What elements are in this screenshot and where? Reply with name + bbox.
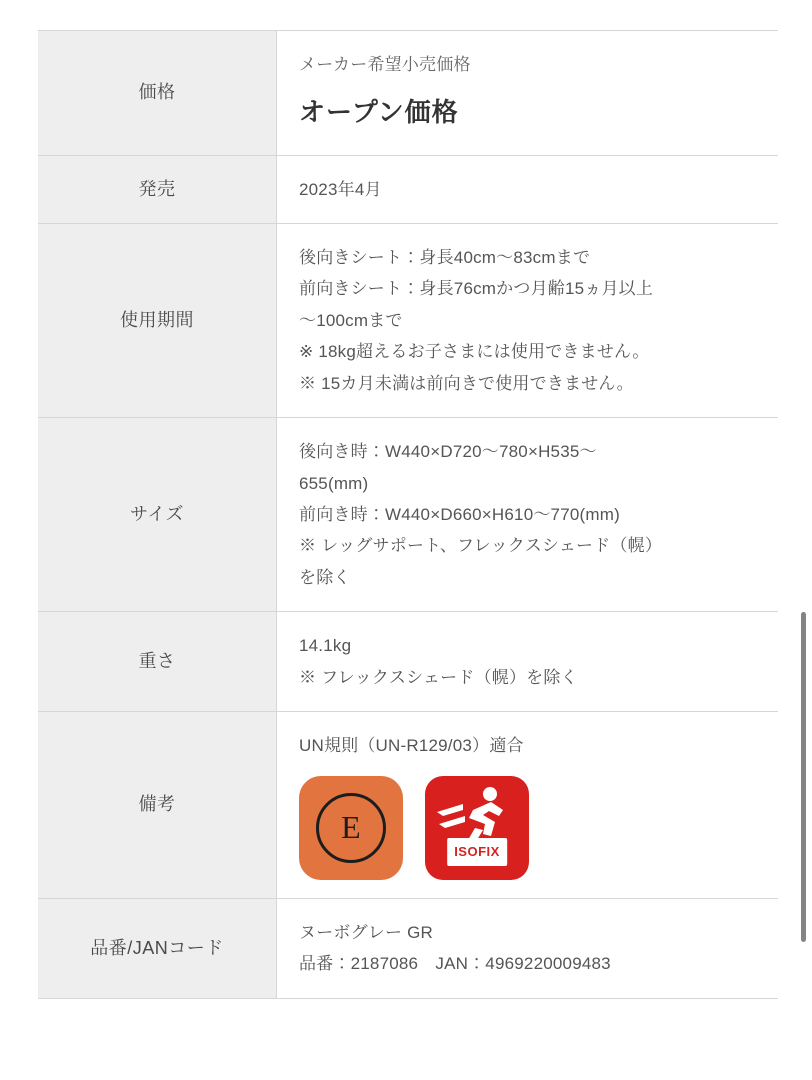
text-line: 後向き時：W440×D720〜780×H535〜 <box>299 442 597 462</box>
isofix-label: ISOFIX <box>447 838 507 866</box>
price-value: オープン価格 <box>299 97 459 128</box>
row-value-usage-period <box>277 223 779 417</box>
row-label-product-code: 品番/JANコード <box>38 898 277 998</box>
row-value-product-code <box>277 898 779 998</box>
text-line: 〜100cmまで <box>299 310 403 330</box>
page-scrollbar[interactable] <box>801 612 806 942</box>
text-line: ※ 18kg超えるお子さまには使用できません。 <box>299 342 650 362</box>
row-value-price <box>277 31 779 156</box>
text-line: 前向き時：W440×D660×H610〜770(mm) <box>299 505 620 525</box>
text-line: 14.1kg <box>299 636 352 656</box>
certification-badges <box>299 776 754 880</box>
row-value-release <box>277 155 779 223</box>
row-label-usage-period: 使用期間 <box>38 223 277 417</box>
specification-table <box>38 30 778 999</box>
row-label-remarks: 備考 <box>38 712 277 898</box>
text-line: ※ レッグサポート、フレックスシェード（幌） <box>299 536 663 556</box>
e-mark-letter: E <box>316 793 386 863</box>
table-row <box>38 155 778 223</box>
text-line: UN規則（UN-R129/03）適合 <box>299 736 524 756</box>
row-label-release: 発売 <box>38 155 277 223</box>
text-line: 前向きシート：身長76cmかつ月齢15ヵ月以上 <box>299 279 654 299</box>
row-value-remarks <box>277 712 779 898</box>
table-row <box>38 31 778 156</box>
table-row <box>38 712 778 898</box>
table-row <box>38 223 778 417</box>
isofix-icon <box>425 776 529 880</box>
row-label-weight: 重さ <box>38 612 277 712</box>
row-value-size <box>277 418 779 612</box>
text-line: 655(mm) <box>299 473 369 493</box>
text-line: ※ フレックスシェード（幌）を除く <box>299 667 578 687</box>
text-line: 後向きシート：身長40cm〜83cmまで <box>299 247 591 267</box>
text-line: を除く <box>299 567 351 587</box>
table-row <box>38 612 778 712</box>
row-label-price: 価格 <box>38 31 277 156</box>
text-line: 2023年4月 <box>299 179 382 199</box>
row-value-weight <box>277 612 779 712</box>
text-line: ※ 15カ月未満は前向きで使用できません。 <box>299 373 634 393</box>
text-line: ヌーボグレー GR <box>299 922 434 942</box>
price-caption: メーカー希望小売価格 <box>299 55 471 74</box>
row-label-size: サイズ <box>38 418 277 612</box>
e-mark-icon <box>299 776 403 880</box>
text-line: 品番：2187086 JAN：4969220009483 <box>299 954 611 974</box>
table-row <box>38 418 778 612</box>
table-row <box>38 898 778 998</box>
